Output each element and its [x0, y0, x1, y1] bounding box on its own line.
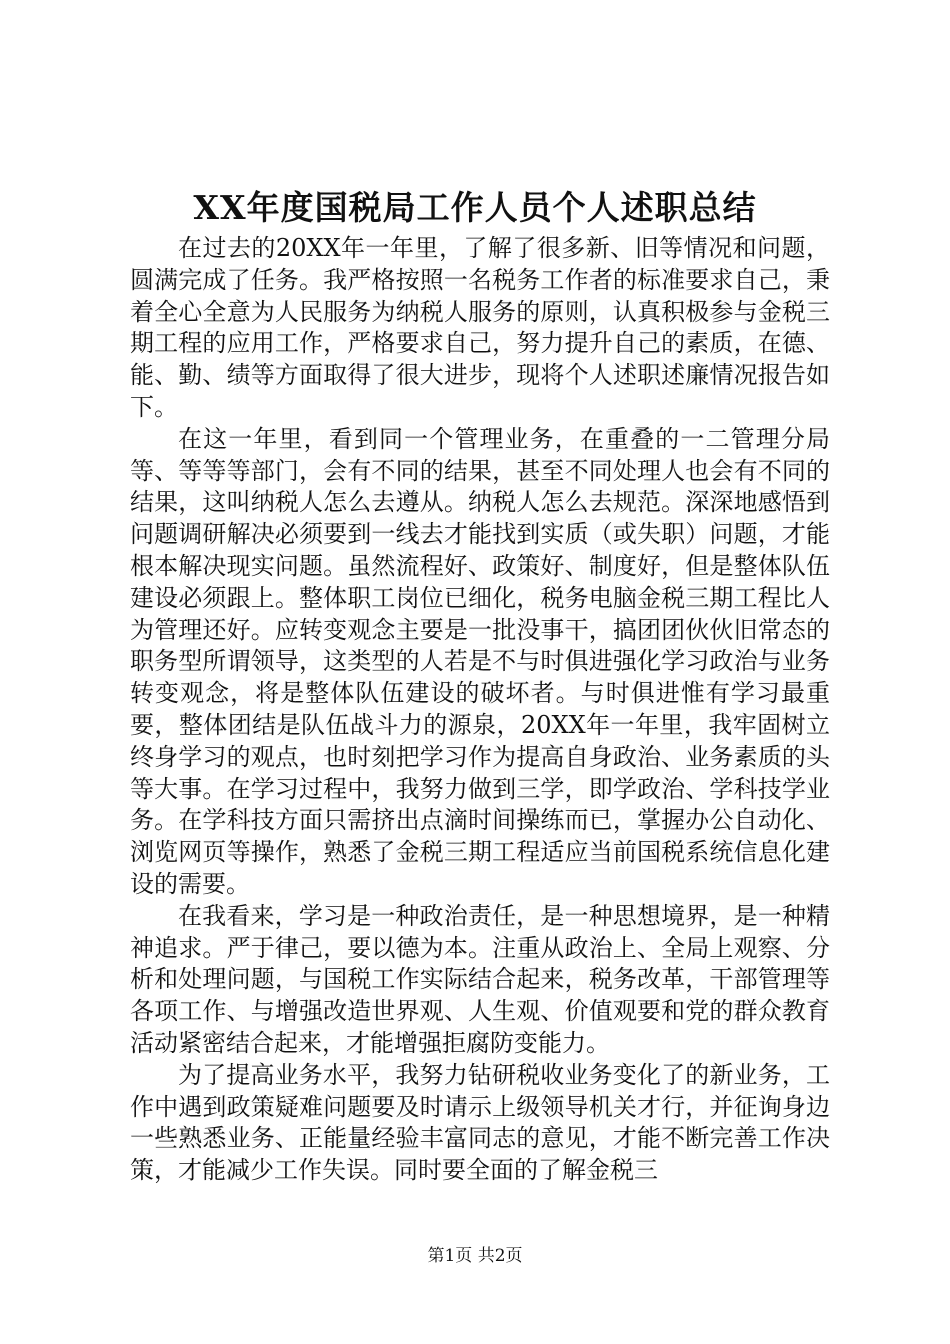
paragraph: 在过去的20XX年一年里，了解了很多新、旧等情况和问题，圆满完成了任务。我严格按照一名税务工作者的标准要求自己，秉着全心全意为人民服务为纳税人服务的原则，认真积极参与金税三期工程的应用工作，严格要求自己，努力提升自己的素质，在德、能、勤、绩等方面取得了很大进步，现将个人述职述廉情况报告如下。 — [130, 234, 830, 421]
paragraph: 在我看来，学习是一种政治责任，是一种思想境界，是一种精神追求。严于律己，要以德为本。注重从政治上、全局上观察、分析和处理问题，与国税工作实际结合起来，税务改革，干部管理等各项工作、与增强改造世界观、人生观、价值观要和党的群众教育活动紧密结合起来，才能增强拒腐防变能力。 — [130, 901, 830, 1057]
paragraph: 在这一年里，看到同一个管理业务，在重叠的一二管理分局等、等等等部门，会有不同的结果，甚至不同处理人也会有不同的结果，这叫纳税人怎么去遵从。纳税人怎么去规范。深深地感悟到问题调研解决必须要到一线去才能找到实质（或失职）问题，才能根本解决现实问题。虽然流程好、政策好、制度好，但是整体队伍建设必须跟上。整体职工岗位已细化，税务电脑金税三期工程比人为管理还好。应转变观念主要是一批没事干，搞团团伙伙旧常态的职务型所谓领导，这类型的人若是不与时俱进强化学习政治与业务转变观念，将是整体队伍建设的破坏者。与时俱进惟有学习最重要，整体团结是队伍战斗力的源泉，20XX年一年里，我牢固树立终身学习的观点，也时刻把学习作为提高自身政治、业务素质的头等大事。在学习过程中，我努力做到三学，即学政治、学科技学业务。在学科技方面只需挤出点滴时间操练而已，掌握办公自动化、浏览网页等操作，熟悉了金税三期工程适应当前国税系统信息化建设的需要。 — [130, 424, 830, 898]
document-body — [130, 233, 830, 1187]
paragraph: 为了提高业务水平，我努力钻研税收业务变化了的新业务，工作中遇到政策疑难问题要及时请示上级领导机关才行，并征询身边一些熟悉业务、正能量经验丰富同志的意见，才能不断完善工作决策，才能减少工作失误。同时要全面的了解金税三 — [130, 1060, 830, 1185]
page-number-footer: 第1页 共2页 — [427, 1246, 523, 1266]
document-title: XX年度国税局工作人员个人述职总结 — [193, 188, 757, 227]
